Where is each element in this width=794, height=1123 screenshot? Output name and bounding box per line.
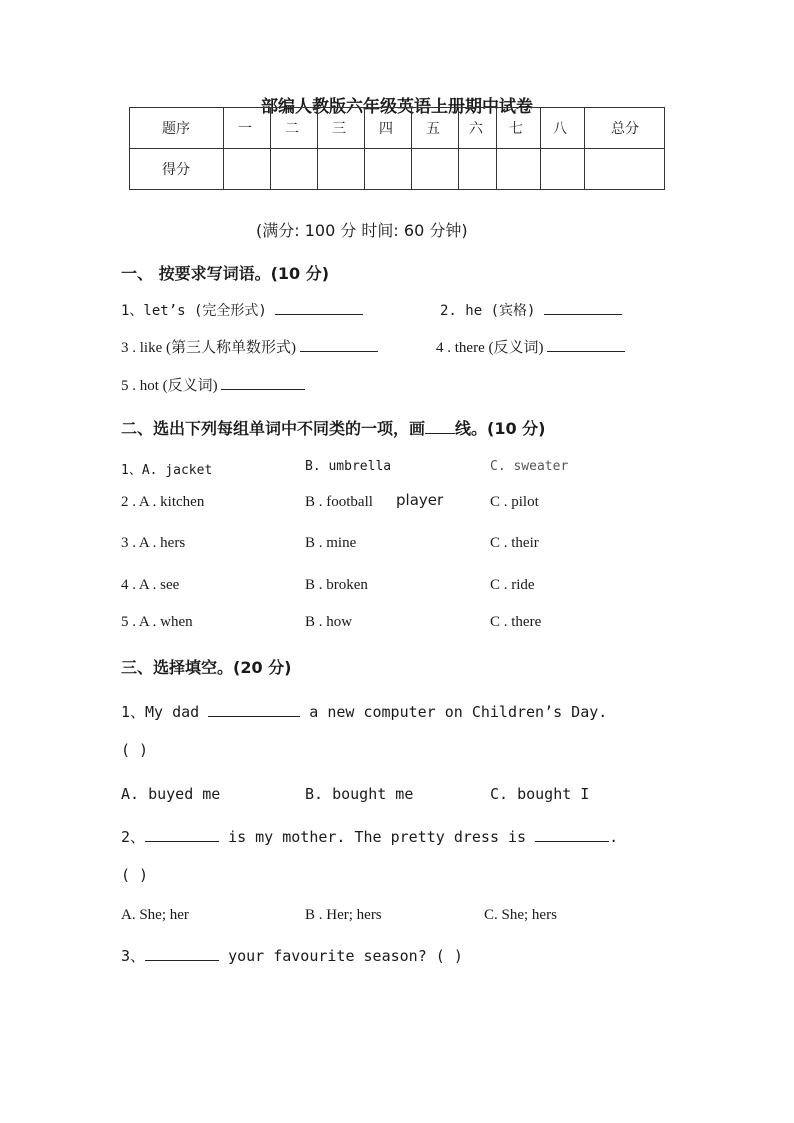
score-table — [129, 107, 665, 190]
s3-q2-opt-c: C. She; hers — [484, 907, 557, 923]
s3-q2 — [121, 826, 618, 847]
s3-q1-opt-b: B. bought me — [305, 785, 414, 803]
section1-heading: 一、 按要求写词语。(10 分) — [121, 264, 330, 283]
s2-row5-b: B . how — [305, 614, 353, 630]
s1-q2 — [440, 300, 622, 320]
score-cell: 题序 — [130, 108, 224, 149]
score-input-cell[interactable] — [271, 149, 318, 190]
page-title: 部编人教版六年级英语上册期中试卷 — [261, 97, 533, 117]
score-cell: 一 — [224, 108, 271, 149]
s1-q4-text: 4 . there (反义词) — [436, 340, 544, 356]
s3-q3-text-a: 3、 — [121, 947, 146, 965]
score-cell: 得分 — [130, 149, 224, 190]
score-input-cell[interactable] — [541, 149, 585, 190]
score-cell: 五 — [412, 108, 459, 149]
s2-row1-a: 1、A. jacket — [121, 463, 213, 478]
score-table-header-row — [130, 108, 665, 149]
score-input-cell[interactable] — [318, 149, 365, 190]
s1-q4 — [436, 336, 625, 357]
underline-mark — [425, 419, 455, 434]
s3-q3-text-b: your favourite season? ( ) — [228, 947, 463, 965]
s2-row4-b: B . broken — [305, 577, 368, 593]
score-cell: 六 — [459, 108, 497, 149]
s2-row3-c: C . their — [490, 535, 539, 551]
s2-row3-a: 3 . A . hers — [121, 535, 186, 551]
s2-row3-b: B . mine — [305, 535, 357, 551]
s2-row2-b: B . football — [305, 494, 373, 510]
s1-q5 — [121, 374, 305, 395]
s2-row5-c: C . there — [490, 614, 542, 630]
s2-row2-c: C . pilot — [490, 494, 539, 510]
s3-q1-opt-c: C. bought I — [490, 785, 590, 803]
s2-row1-c: C. sweater — [490, 459, 569, 474]
score-input-cell[interactable] — [412, 149, 459, 190]
s3-q1 — [121, 701, 607, 722]
score-cell: 总分 — [585, 108, 665, 149]
s3-q2-paren[interactable]: ( ) — [121, 866, 149, 884]
answer-blank[interactable] — [145, 829, 219, 842]
s1-q3-text: 3 . like (第三人称单数形式) — [121, 340, 296, 356]
score-input-cell[interactable] — [497, 149, 541, 190]
s3-q2-text-a: 2、 — [121, 828, 146, 846]
s3-q1-text-a: 1、My dad — [121, 703, 200, 721]
s3-q3 — [121, 945, 463, 966]
answer-blank[interactable] — [208, 704, 300, 717]
score-table-score-row — [130, 149, 665, 190]
s3-q2-opt-b: B . Her; hers — [305, 907, 382, 923]
s2-row4-a: 4 . A . see — [121, 577, 180, 593]
section3-heading: 三、选择填空。(20 分) — [121, 658, 292, 677]
answer-blank[interactable] — [145, 948, 219, 961]
score-cell: 八 — [541, 108, 585, 149]
s3-q1-paren[interactable]: ( ) — [121, 741, 149, 759]
s2-row5-a: 5 . A . when — [121, 614, 193, 630]
score-cell: 七 — [497, 108, 541, 149]
s1-q5-text: 5 . hot (反义词) — [121, 378, 218, 394]
s1-q3 — [121, 336, 378, 357]
score-input-cell[interactable] — [365, 149, 412, 190]
answer-blank[interactable] — [544, 302, 622, 315]
s1-q2-text: 2. he (宾格) — [440, 303, 536, 319]
s3-q2-opt-a: A. She; her — [121, 907, 189, 923]
s2-row2-a: 2 . A . kitchen — [121, 494, 205, 510]
s3-q2-text-c: . — [609, 828, 619, 846]
section2-heading — [121, 416, 545, 439]
s1-q1-text: 1、let’s (完全形式) — [121, 303, 267, 319]
s3-q1-opt-a: A. buyed me — [121, 785, 221, 803]
score-input-cell[interactable] — [585, 149, 665, 190]
s2-row2-extra: player — [396, 491, 444, 509]
answer-blank[interactable] — [535, 829, 609, 842]
score-input-cell[interactable] — [459, 149, 497, 190]
answer-blank[interactable] — [221, 377, 305, 390]
section2-heading-b: 线。(10 分) — [455, 419, 546, 438]
answer-blank[interactable] — [547, 339, 625, 352]
s2-row4-c: C . ride — [490, 577, 535, 593]
s1-q1 — [121, 300, 363, 320]
s3-q1-text-b: a new computer on Children’s Day. — [309, 703, 608, 721]
s2-row1-b: B. umbrella — [305, 459, 392, 474]
s3-q2-text-b: is my mother. The pretty dress is — [228, 828, 527, 846]
score-input-cell[interactable] — [224, 149, 271, 190]
score-cell: 三 — [318, 108, 365, 149]
score-cell: 四 — [365, 108, 412, 149]
answer-blank[interactable] — [275, 302, 363, 315]
score-cell: 二 — [271, 108, 318, 149]
answer-blank[interactable] — [300, 339, 378, 352]
section2-heading-a: 二、选出下列每组单词中不同类的一项，画 — [121, 419, 426, 438]
full-mark-line: (满分: 100 分 时间: 60 分钟) — [256, 221, 468, 240]
